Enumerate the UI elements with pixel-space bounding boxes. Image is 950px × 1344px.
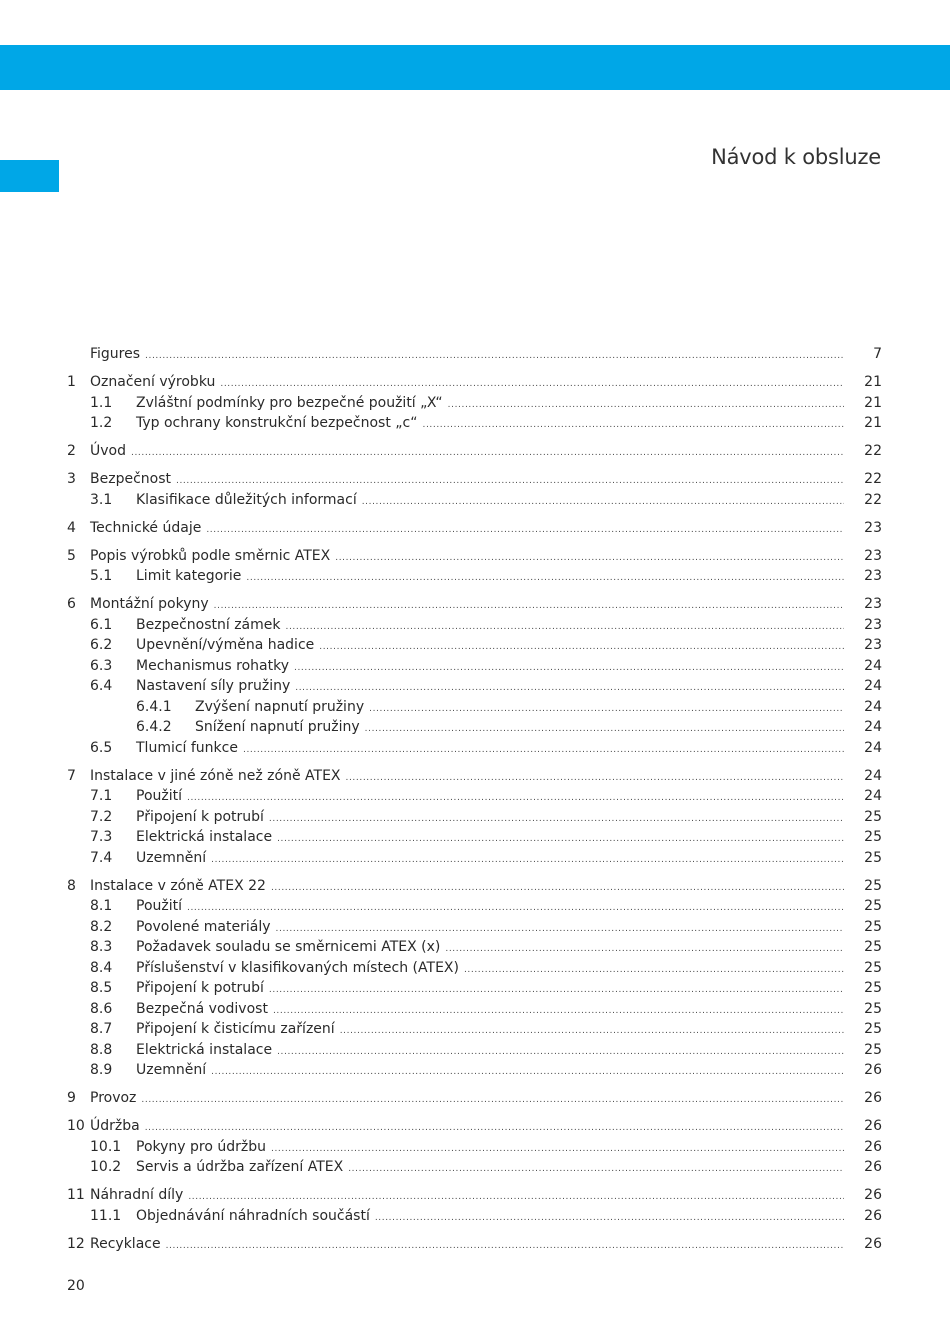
- toc-entry-line: [136, 1157, 845, 1180]
- toc-entry-number: 8.4: [90, 959, 113, 976]
- toc-entry-number: 8.6: [90, 1000, 113, 1017]
- toc-entry-line: [90, 372, 845, 395]
- toc-entry-label: Použití: [136, 788, 182, 804]
- toc-entry-number: 10: [67, 1118, 85, 1134]
- toc-dot-leader: [211, 850, 844, 871]
- toc-entry-label: Označení výrobku: [90, 374, 216, 390]
- toc-entry-line: [90, 1185, 845, 1208]
- toc-dot-leader: [206, 520, 844, 541]
- toc-entry-number: 7.2: [90, 808, 113, 825]
- toc-entry-line: [90, 441, 845, 464]
- toc-entry-page: 26: [864, 1159, 882, 1175]
- toc-entry-line: [136, 676, 845, 699]
- toc-dot-leader: [220, 374, 844, 395]
- toc-entry-number: 5.1: [90, 568, 113, 584]
- toc-entry-page: 25: [864, 808, 882, 825]
- toc-entry-number: 6.4.2: [136, 719, 172, 735]
- toc-dot-leader: [243, 740, 844, 761]
- toc-dot-leader: [277, 829, 844, 850]
- toc-entry-page: 23: [864, 568, 882, 584]
- toc-entry-label: Klasifikace důležitých informací: [136, 491, 357, 508]
- toc-entry-number: 1.1: [90, 394, 113, 411]
- toc-entry-page: 24: [864, 657, 882, 674]
- toc-entry-line: [90, 469, 845, 492]
- toc-dot-leader: [269, 980, 844, 1001]
- toc-entry[interactable]: [67, 615, 882, 636]
- toc-entry-label: Objednávání náhradních součástí: [136, 1207, 370, 1224]
- toc-entry-number: 9: [67, 1090, 76, 1106]
- toc-entry-number: 12: [67, 1235, 85, 1252]
- toc-entry[interactable]: [67, 594, 882, 615]
- toc-entry-page: 24: [864, 698, 882, 715]
- toc-entry-page: 25: [864, 959, 882, 976]
- toc-entry-label: Recyklace: [90, 1235, 161, 1252]
- toc-entry-page: 25: [864, 829, 882, 845]
- toc-entry-line: [90, 344, 845, 367]
- toc-entry-line: [90, 1088, 845, 1111]
- toc-entry-page: 23: [864, 596, 882, 612]
- toc-entry-line: [136, 1040, 845, 1063]
- toc-entry-line: [136, 1060, 845, 1083]
- toc-entry[interactable]: [67, 490, 882, 511]
- toc-entry-number: 6.1: [90, 616, 113, 633]
- toc-entry-label: Upevnění/výměna hadice: [136, 637, 315, 653]
- toc-entry-line: [136, 635, 845, 658]
- toc-entry-line: [90, 546, 845, 569]
- toc-entry-number: 8.8: [90, 1041, 113, 1058]
- toc-dot-leader: [187, 898, 844, 919]
- toc-entry-number: 10.2: [90, 1159, 122, 1175]
- toc-entry-number: 6.4: [90, 678, 113, 694]
- toc-entry-number: 3.1: [90, 491, 113, 508]
- toc-dot-leader: [276, 919, 844, 940]
- toc-entry-label: Provoz: [90, 1090, 137, 1106]
- toc-entry-page: 22: [864, 443, 882, 459]
- toc-dot-leader: [271, 1139, 844, 1160]
- toc-entry[interactable]: [67, 697, 882, 718]
- toc-dot-leader: [362, 492, 844, 513]
- toc-entry[interactable]: [67, 999, 882, 1020]
- toc-entry-line: [136, 978, 845, 1001]
- toc-dot-leader: [335, 548, 844, 569]
- toc-entry-number: 4: [67, 519, 76, 536]
- toc-dot-leader: [246, 568, 844, 589]
- toc-entry-page: 21: [864, 394, 882, 411]
- toc-dot-leader: [145, 346, 844, 367]
- toc-dot-leader: [269, 809, 844, 830]
- toc-entry-line: [90, 876, 845, 899]
- toc-dot-leader: [141, 1090, 844, 1111]
- toc-entry-page: 24: [864, 678, 882, 694]
- toc-dot-leader: [285, 617, 844, 638]
- page-number: 20: [67, 1278, 85, 1294]
- toc-dot-leader: [271, 878, 844, 899]
- toc-entry-label: Připojení k potrubí: [136, 808, 264, 825]
- toc-entry-line: [136, 937, 845, 960]
- toc-entry[interactable]: [67, 958, 882, 979]
- toc-entry-number: 6.2: [90, 637, 113, 653]
- toc-entry-page: 25: [864, 849, 882, 866]
- toc-entry-label: Použití: [136, 898, 182, 914]
- toc-entry-number: 11: [67, 1187, 85, 1203]
- toc-entry-label: Elektrická instalace: [136, 1041, 273, 1058]
- toc-entry[interactable]: [67, 1157, 882, 1178]
- toc-entry-page: 25: [864, 918, 882, 935]
- toc-dot-leader: [187, 788, 844, 809]
- toc-entry-number: 6: [67, 596, 76, 612]
- toc-entry-line: [136, 786, 845, 809]
- toc-entry-line: [136, 848, 845, 871]
- toc-entry-label: Instalace v jiné zóně než zóně ATEX: [90, 767, 341, 784]
- toc-entry-line: [136, 656, 845, 679]
- toc-entry[interactable]: [67, 766, 882, 787]
- page-title: Návod k obsluze: [711, 145, 881, 169]
- toc-entry[interactable]: [67, 546, 882, 567]
- toc-entry-page: 25: [864, 1000, 882, 1017]
- toc-entry-label: Limit kategorie: [136, 568, 242, 584]
- toc-entry-number: 7.3: [90, 829, 113, 845]
- toc-entry-label: Požadavek souladu se směrnicemi ATEX (x): [136, 939, 441, 955]
- toc-dot-leader: [188, 1187, 844, 1208]
- toc-dot-leader: [214, 596, 844, 617]
- toc-entry-label: Bezpečná vodivost: [136, 1000, 268, 1017]
- toc-entry[interactable]: [67, 1137, 882, 1158]
- toc-entry-page: 26: [864, 1138, 882, 1155]
- toc-entry-label: Připojení k potrubí: [136, 980, 264, 996]
- toc-entry-line: [136, 1206, 845, 1229]
- table-of-contents: [67, 344, 882, 1254]
- toc-entry-page: 25: [864, 939, 882, 955]
- toc-entry[interactable]: [67, 1116, 882, 1137]
- toc-entry-number: 8.9: [90, 1062, 113, 1078]
- toc-entry-number: 7.1: [90, 788, 113, 804]
- toc-entry-number: 8.7: [90, 1021, 113, 1037]
- toc-entry-page: 26: [864, 1118, 882, 1134]
- toc-entry[interactable]: [67, 372, 882, 393]
- toc-entry-label: Uzemnění: [136, 1062, 207, 1078]
- toc-entry-label: Elektrická instalace: [136, 829, 273, 845]
- toc-entry-label: Připojení k čisticímu zařízení: [136, 1021, 335, 1037]
- toc-entry-number: 8: [67, 877, 76, 894]
- toc-entry-label: Snížení napnutí pružiny: [195, 719, 360, 735]
- toc-entry-number: 1: [67, 374, 76, 390]
- toc-dot-leader: [369, 699, 844, 720]
- toc-entry-page: 25: [864, 980, 882, 996]
- toc-entry-line: [136, 917, 845, 940]
- toc-entry-number: 7: [67, 767, 76, 784]
- toc-entry-page: 23: [864, 519, 882, 536]
- toc-entry-label: Servis a údržba zařízení ATEX: [136, 1159, 344, 1175]
- toc-entry-label: Popis výrobků podle směrnic ATEX: [90, 547, 331, 564]
- toc-entry-number: 2: [67, 443, 76, 459]
- toc-dot-leader: [348, 1159, 844, 1180]
- toc-entry[interactable]: [67, 917, 882, 938]
- toc-entry-label: Bezpečnost: [90, 471, 171, 487]
- toc-entry-page: 21: [864, 374, 882, 390]
- toc-entry-number: 6.5: [90, 739, 113, 756]
- toc-entry[interactable]: [67, 656, 882, 677]
- toc-entry[interactable]: [67, 1040, 882, 1061]
- toc-entry[interactable]: [67, 1060, 882, 1081]
- toc-entry-page: 26: [864, 1235, 882, 1252]
- toc-entry-line: [136, 393, 845, 416]
- toc-entry-page: 24: [864, 788, 882, 804]
- toc-entry-line: [136, 807, 845, 830]
- toc-entry[interactable]: [67, 518, 882, 539]
- toc-entry-label: Příslušenství v klasifikovaných místech (ATEX): [136, 959, 459, 976]
- toc-entry-page: 24: [864, 739, 882, 756]
- toc-entry-number: 6.4.1: [136, 698, 172, 715]
- chapter-tab-marker: [0, 160, 59, 192]
- toc-entry-page: 24: [864, 767, 882, 784]
- toc-entry-line: [136, 615, 845, 638]
- toc-entry-label: Údržba: [90, 1118, 140, 1134]
- toc-entry[interactable]: [67, 717, 882, 738]
- toc-entry-page: 23: [864, 547, 882, 564]
- toc-dot-leader: [295, 678, 844, 699]
- toc-entry-line: [90, 594, 845, 617]
- toc-entry-page: 22: [864, 491, 882, 508]
- toc-entry-line: [136, 738, 845, 761]
- toc-dot-leader: [319, 637, 844, 658]
- toc-entry-page: 26: [864, 1187, 882, 1203]
- toc-dot-leader: [340, 1021, 844, 1042]
- toc-dot-leader: [131, 443, 844, 464]
- toc-entry-label: Nastavení síly pružiny: [136, 678, 291, 694]
- toc-entry-number: 8.5: [90, 980, 113, 996]
- toc-entry[interactable]: [67, 896, 882, 917]
- toc-entry[interactable]: [67, 876, 882, 897]
- toc-dot-leader: [294, 658, 844, 679]
- toc-entry[interactable]: [67, 848, 882, 869]
- toc-entry-line: [136, 827, 845, 850]
- toc-entry[interactable]: [67, 1019, 882, 1040]
- toc-dot-leader: [346, 768, 844, 789]
- toc-entry-line: [136, 896, 845, 919]
- toc-entry-line: [90, 766, 845, 789]
- toc-entry-number: 7.4: [90, 849, 113, 866]
- toc-entry-page: 23: [864, 637, 882, 653]
- toc-entry-line: [136, 999, 845, 1022]
- toc-entry-label: Uzemnění: [136, 849, 207, 866]
- toc-entry[interactable]: [67, 1234, 882, 1255]
- toc-entry-page: 21: [864, 415, 882, 431]
- toc-entry[interactable]: [67, 1088, 882, 1109]
- toc-entry-line: [136, 413, 845, 436]
- toc-entry-label: Instalace v zóně ATEX 22: [90, 877, 266, 894]
- toc-entry-number: 8.3: [90, 939, 113, 955]
- toc-entry-label: Mechanismus rohatky: [136, 657, 290, 674]
- toc-dot-leader: [422, 415, 844, 436]
- toc-entry-line: [136, 490, 845, 513]
- toc-entry[interactable]: [67, 635, 882, 656]
- toc-entry-page: 26: [864, 1090, 882, 1106]
- toc-entry-label: Zvýšení napnutí pružiny: [195, 698, 365, 715]
- toc-entry-page: 25: [864, 1041, 882, 1058]
- toc-entry-label: Povolené materiály: [136, 918, 271, 935]
- toc-entry-label: Typ ochrany konstrukční bezpečnost „c“: [136, 415, 418, 431]
- toc-dot-leader: [464, 960, 844, 981]
- toc-entry-line: [136, 1019, 845, 1042]
- toc-dot-leader: [365, 719, 844, 740]
- toc-entry-label: Tlumicí funkce: [136, 739, 238, 756]
- toc-entry[interactable]: [67, 786, 882, 807]
- toc-entry-line: [136, 958, 845, 981]
- toc-entry-number: 6.3: [90, 657, 113, 674]
- toc-entry-label: Náhradní díly: [90, 1187, 184, 1203]
- toc-entry[interactable]: [67, 827, 882, 848]
- toc-dot-leader: [145, 1118, 844, 1139]
- toc-entry-number: 11.1: [90, 1207, 122, 1224]
- toc-dot-leader: [166, 1236, 844, 1257]
- toc-entry-line: [195, 717, 845, 740]
- toc-entry[interactable]: [67, 413, 882, 434]
- toc-entry-label: Bezpečnostní zámek: [136, 616, 281, 633]
- toc-entry[interactable]: [67, 1185, 882, 1206]
- toc-dot-leader: [277, 1042, 844, 1063]
- toc-entry[interactable]: [67, 738, 882, 759]
- toc-entry-line: [136, 566, 845, 589]
- toc-dot-leader: [176, 471, 844, 492]
- toc-entry-label: Pokyny pro údržbu: [136, 1138, 266, 1155]
- toc-entry-number: 8.2: [90, 918, 113, 935]
- toc-entry[interactable]: [67, 807, 882, 828]
- toc-entry-label: Úvod: [90, 443, 126, 459]
- toc-entry-line: [90, 1116, 845, 1139]
- toc-entry[interactable]: [67, 393, 882, 414]
- toc-entry-number: 5: [67, 547, 76, 564]
- toc-entry-label: Zvláštní podmínky pro bezpečné použití „X“: [136, 394, 443, 411]
- toc-entry-page: 25: [864, 1021, 882, 1037]
- toc-entry-page: 7: [873, 346, 882, 362]
- toc-entry[interactable]: [67, 566, 882, 587]
- toc-dot-leader: [375, 1208, 844, 1229]
- toc-dot-leader: [211, 1062, 844, 1083]
- toc-entry-number: 10.1: [90, 1138, 122, 1155]
- toc-entry[interactable]: [67, 978, 882, 999]
- toc-entry-page: 26: [864, 1062, 882, 1078]
- toc-entry[interactable]: [67, 469, 882, 490]
- toc-entry[interactable]: [67, 676, 882, 697]
- toc-entry[interactable]: [67, 1206, 882, 1227]
- toc-entry-page: 24: [864, 719, 882, 735]
- toc-entry-label: Technické údaje: [90, 519, 202, 536]
- toc-entry-page: 26: [864, 1207, 882, 1224]
- toc-dot-leader: [448, 395, 844, 416]
- toc-entry-page: 23: [864, 616, 882, 633]
- toc-entry-page: 22: [864, 471, 882, 487]
- toc-entry-number: 8.1: [90, 898, 113, 914]
- toc-entry-number: 3: [67, 471, 76, 487]
- toc-entry-line: [136, 1137, 845, 1160]
- toc-entry-page: 25: [864, 877, 882, 894]
- toc-entry-line: [90, 1234, 845, 1257]
- toc-dot-leader: [445, 939, 844, 960]
- toc-dot-leader: [273, 1001, 844, 1022]
- toc-entry-label: Montážní pokyny: [90, 596, 209, 612]
- header-color-band: [0, 45, 950, 90]
- toc-entry-line: [195, 697, 845, 720]
- toc-entry[interactable]: [67, 441, 882, 462]
- toc-entry-number: 1.2: [90, 415, 113, 431]
- toc-entry-line: [90, 518, 845, 541]
- toc-entry[interactable]: [67, 937, 882, 958]
- toc-entry-page: 25: [864, 898, 882, 914]
- toc-entry-label: Figures: [90, 346, 141, 362]
- toc-entry[interactable]: [67, 344, 882, 365]
